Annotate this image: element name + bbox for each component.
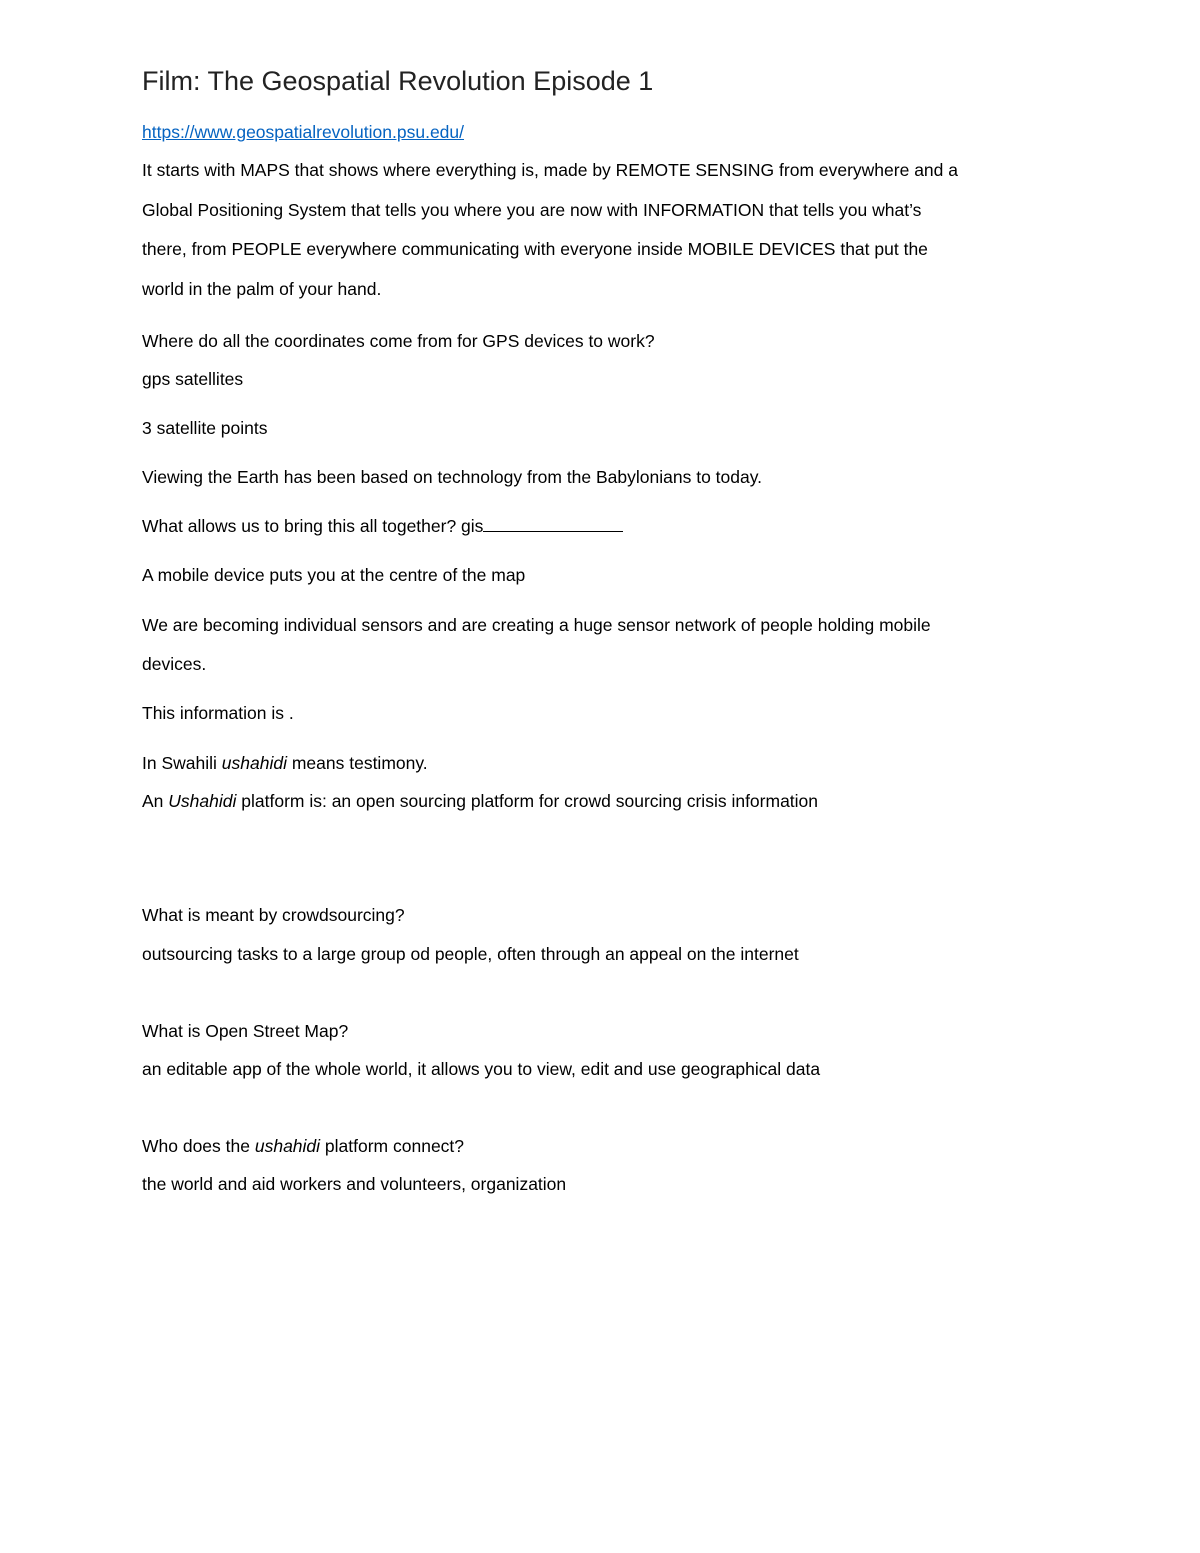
answer-osm: an editable app of the whole world, it allows you to view, edit and use geographical data xyxy=(142,1059,821,1079)
platform-pre: An xyxy=(142,791,169,811)
question-crowdsourcing: What is meant by crowdsourcing? xyxy=(142,905,405,925)
answer-connect: the world and aid workers and volunteers, organization xyxy=(142,1174,567,1194)
connect-italic: ushahidi xyxy=(254,1136,321,1156)
viewing-earth: Viewing the Earth has been based on technology from the Babylonians to today. xyxy=(142,467,763,487)
platform-line xyxy=(142,790,818,812)
question-together-text: What allows us to bring this all together? gis xyxy=(142,516,484,536)
connect-post: platform connect? xyxy=(320,1136,465,1156)
swahili-pre: In Swahili xyxy=(142,753,222,773)
intro-line-2: Global Positioning System that tells you where you are now with INFORMATION that tells you what’s xyxy=(142,200,922,220)
information-line: This information is . xyxy=(142,703,294,723)
platform-post: platform is: an open sourcing platform for crowd sourcing crisis information xyxy=(236,791,819,811)
swahili-line xyxy=(142,752,428,774)
intro-line-1: It starts with MAPS that shows where everything is, made by REMOTE SENSING from everywhere and a xyxy=(142,160,958,180)
intro-line-3: there, from PEOPLE everywhere communicating with everyone inside MOBILE DEVICES that put the xyxy=(142,239,928,259)
answer-coordinates: gps satellites xyxy=(142,369,244,389)
platform-italic: Ushahidi xyxy=(168,791,237,811)
answer-crowdsourcing: outsourcing tasks to a large group od people, often through an appeal on the internet xyxy=(142,944,799,964)
question-together xyxy=(142,515,623,537)
question-coordinates: Where do all the coordinates come from for GPS devices to work? xyxy=(142,331,655,351)
satellite-points: 3 satellite points xyxy=(142,418,268,438)
question-osm: What is Open Street Map? xyxy=(142,1021,349,1041)
page-title: Film: The Geospatial Revolution Episode 1 xyxy=(142,66,654,96)
answer-blank xyxy=(483,515,623,532)
question-connect xyxy=(142,1135,464,1157)
source-link[interactable]: https://www.geospatialrevolution.psu.edu/ xyxy=(142,122,464,142)
sensors-line-2: devices. xyxy=(142,654,207,674)
intro-line-4: world in the palm of your hand. xyxy=(142,279,382,299)
connect-pre: Who does the xyxy=(142,1136,255,1156)
mobile-device: A mobile device puts you at the centre of the map xyxy=(142,565,526,585)
swahili-italic: ushahidi xyxy=(221,753,287,773)
sensors-line-1: We are becoming individual sensors and are creating a huge sensor network of people holding mobile xyxy=(142,615,931,635)
swahili-post: means testimony. xyxy=(286,753,428,773)
